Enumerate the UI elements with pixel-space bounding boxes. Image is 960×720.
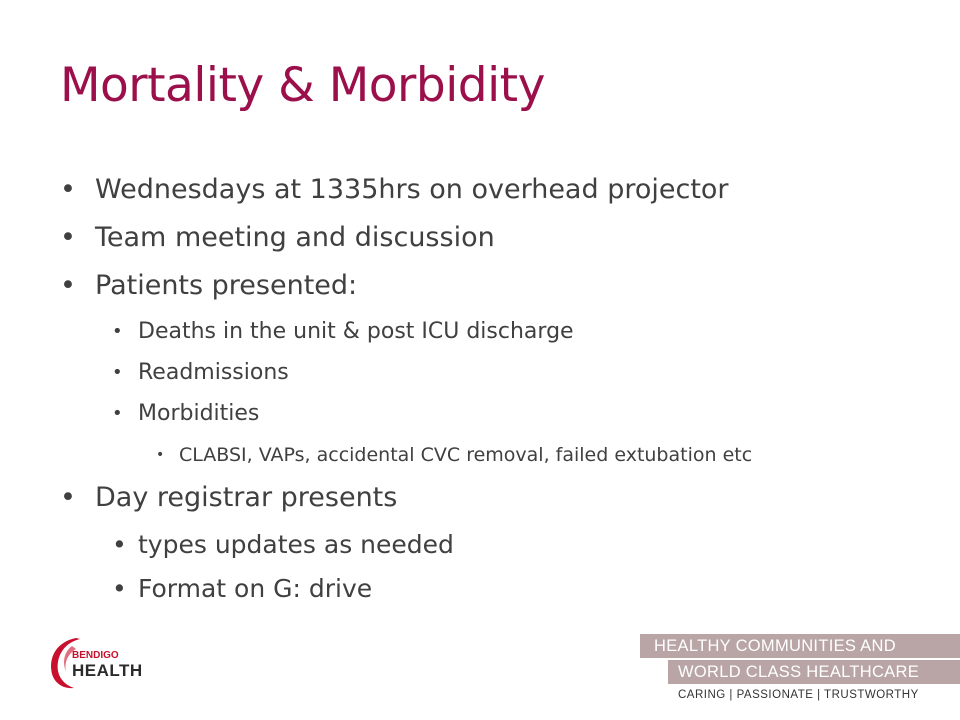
bendigo-health-logo xyxy=(46,632,186,692)
sub-bullet-item: • Format on G: drive xyxy=(112,568,752,612)
tagline-line1: HEALTHY COMMUNITIES AND xyxy=(654,637,896,655)
sub-sub-bullet-item: • CLABSI, VAPs, accidental CVC removal, failed extubation etc xyxy=(156,435,752,476)
tagline-line2: WORLD CLASS HEALTHCARE xyxy=(678,663,920,681)
sub-bullet-item: • types updates as needed xyxy=(112,524,752,568)
logo-line2: HEALTH xyxy=(72,661,143,680)
sub-bullet-item: • Deaths in the unit & post ICU discharge xyxy=(112,312,752,353)
logo-line1: BENDIGO xyxy=(72,650,119,661)
sub-bullet-item: • Morbidities xyxy=(112,394,752,435)
bullet-item: • Patients presented: xyxy=(60,264,752,312)
tagline-band-top xyxy=(640,634,960,658)
logo-swoosh-icon xyxy=(46,632,186,692)
bullet-item: • Wednesdays at 1335hrs on overhead projector xyxy=(60,168,752,216)
sub-bullet-item: • Readmissions xyxy=(112,353,752,394)
tagline-banner xyxy=(640,634,960,710)
bullet-list xyxy=(60,168,752,612)
bullet-item: • Day registrar presents xyxy=(60,476,752,524)
bullet-item: • Team meeting and discussion xyxy=(60,216,752,264)
values-line: CARING | PASSIONATE | TRUSTWORTHY xyxy=(678,689,919,701)
slide-title: Mortality & Morbidity xyxy=(60,58,545,113)
tagline-band-bottom xyxy=(668,660,960,684)
